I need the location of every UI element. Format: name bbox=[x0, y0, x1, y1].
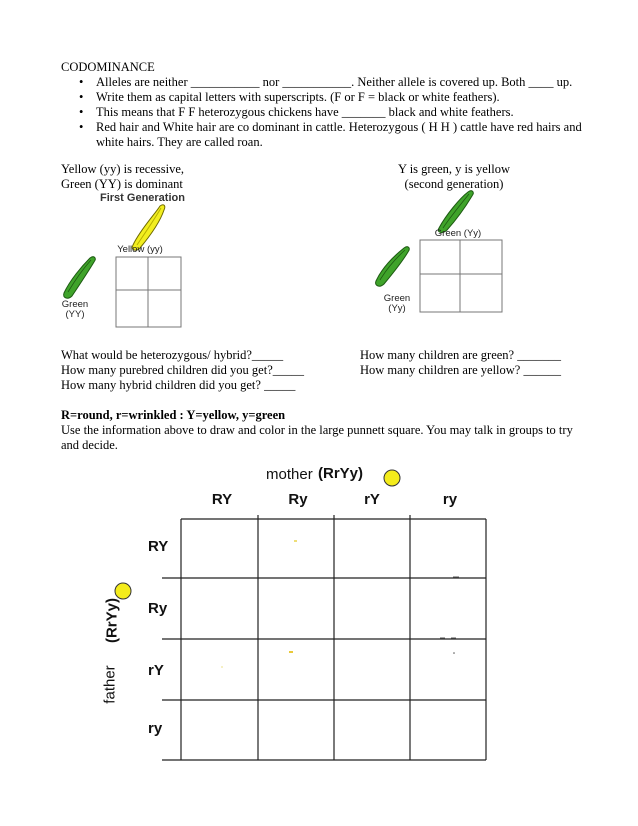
question: How many children are green? _______ bbox=[360, 348, 561, 362]
faint-marks bbox=[221, 541, 459, 667]
dihybrid-heading: R=round, r=wrinkled : Y=yellow, y=green bbox=[61, 408, 286, 422]
father-genotype: (RrYy) bbox=[103, 598, 121, 644]
row-header: RY bbox=[148, 538, 169, 555]
row-header: Ry bbox=[148, 600, 168, 617]
column-header: ry bbox=[442, 491, 458, 508]
green-pod-label bbox=[58, 300, 92, 320]
green-pea-pod-icon bbox=[64, 257, 96, 298]
dihybrid-punnett-square bbox=[160, 515, 490, 765]
dominant-line: Green (YY) is dominant bbox=[61, 177, 183, 191]
green-bottom-label-line2: (Yy) bbox=[388, 303, 406, 314]
column-header: RY bbox=[211, 491, 233, 508]
column-header: rY bbox=[364, 491, 380, 508]
father-label-group bbox=[96, 580, 136, 720]
green-bottom-label-line1: Green bbox=[383, 293, 411, 304]
questions-left bbox=[61, 348, 304, 393]
row-header: ry bbox=[148, 720, 163, 737]
green-pea-pod-bottom-icon bbox=[376, 247, 410, 286]
green-label-line2: (YY) bbox=[65, 309, 85, 320]
first-generation-label: First Generation bbox=[100, 192, 185, 204]
row-header: rY bbox=[148, 662, 164, 679]
dihybrid-instructions: Use the information above to draw and color in the large punnett square. You may talk in groups to try and decide. bbox=[61, 423, 573, 452]
allele-line: Y is green, y is yellow bbox=[398, 162, 511, 176]
bullet-item: • Write them as capital letters with superscripts. (F or F = black or white feathers). bbox=[76, 90, 586, 105]
bullet-item: • Red hair and White hair are co dominant in cattle. Heterozygous ( H H ) cattle have red hairs and white hairs. They are called roan. bbox=[76, 120, 586, 150]
second-generation-punnett-grid bbox=[420, 240, 502, 312]
section-heading: CODOMINANCE bbox=[61, 60, 155, 74]
recessive-line: Yellow (yy) is recessive, bbox=[61, 162, 185, 176]
first-generation-punnett-grid bbox=[116, 257, 181, 327]
mother-label: mother bbox=[266, 466, 313, 483]
bullet-item: • Alleles are neither ___________ nor ___________. Neither allele is covered up. Both ____ up. bbox=[76, 75, 586, 90]
column-header: Ry bbox=[288, 491, 308, 508]
green-top-label: Green (Yy) bbox=[434, 228, 482, 239]
question: How many children are yellow? ______ bbox=[360, 363, 561, 377]
green-pea-pod-top-icon bbox=[438, 191, 473, 233]
generation-line: (second generation) bbox=[404, 177, 504, 191]
mother-yellow-pea-icon bbox=[382, 468, 402, 488]
questions-right bbox=[360, 348, 561, 378]
bullet-item: • This means that F F heterozygous chickens have _______ black and white feathers. bbox=[76, 105, 586, 120]
codominance-bullet-list bbox=[76, 75, 586, 150]
father-label: father bbox=[101, 665, 119, 704]
yellow-pod-label: Yellow (yy) bbox=[117, 244, 163, 255]
father-yellow-pea-icon bbox=[113, 581, 133, 601]
mother-genotype: (RrYy) bbox=[318, 465, 364, 482]
question: What would be heterozygous/ hybrid?_____ bbox=[61, 348, 284, 362]
first-generation-description bbox=[61, 162, 184, 192]
question: How many purebred children did you get?_____ bbox=[61, 363, 304, 377]
question: How many hybrid children did you get? _____ bbox=[61, 378, 296, 392]
green-label-line1: Green bbox=[61, 299, 89, 310]
green-bottom-label bbox=[380, 294, 414, 314]
